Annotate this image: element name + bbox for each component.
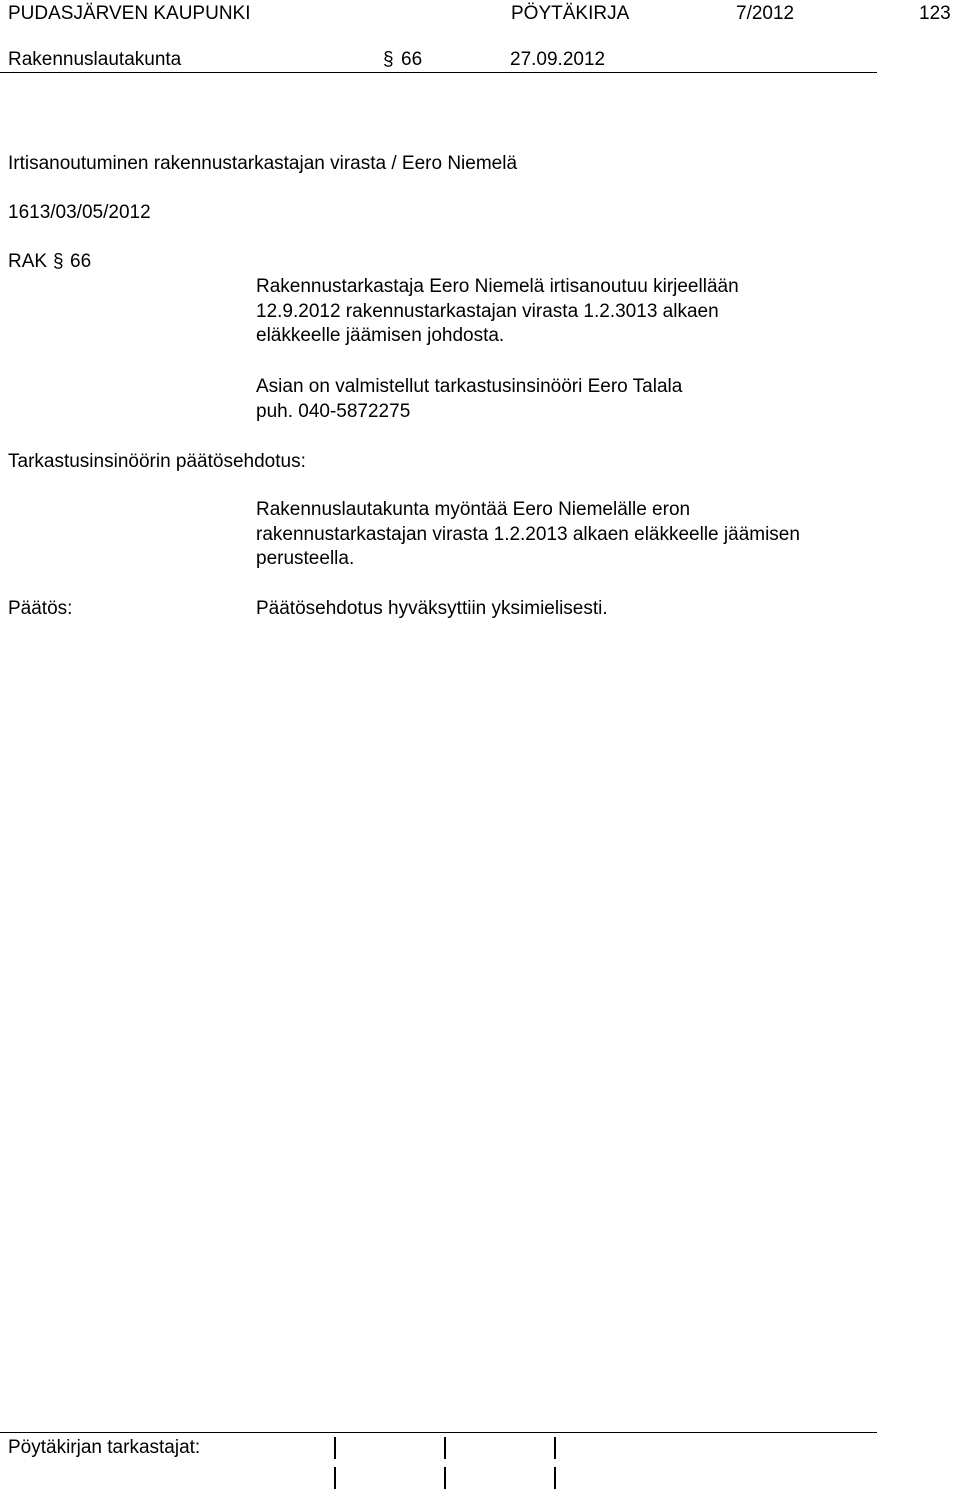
committee-name: Rakennuslautakunta xyxy=(8,49,182,70)
rak-section-mark: § xyxy=(53,251,64,272)
signature-divider xyxy=(444,1467,446,1489)
proposal-label: Tarkastusinsinöörin päätösehdotus: xyxy=(8,451,306,472)
organization-name: PUDASJÄRVEN KAUPUNKI xyxy=(8,3,251,24)
document-number: 7/2012 xyxy=(736,3,795,24)
signature-divider xyxy=(554,1467,556,1489)
rak-prefix: RAK xyxy=(8,251,48,272)
rak-section-number: 66 xyxy=(70,251,92,272)
signature-divider xyxy=(444,1437,446,1459)
meeting-date: 27.09.2012 xyxy=(510,49,606,70)
signature-divider xyxy=(334,1467,336,1489)
signature-divider xyxy=(554,1437,556,1459)
reviewers-label: Pöytäkirjan tarkastajat: xyxy=(8,1437,201,1458)
page-number: 123 xyxy=(919,3,951,24)
section-number: 66 xyxy=(401,49,423,70)
case-id: 1613/03/05/2012 xyxy=(8,202,151,223)
section-mark: § xyxy=(383,49,394,70)
intro-paragraph: Rakennustarkastaja Eero Niemelä irtisanoutuu kirjeellään 12.9.2012 rakennustarkastajan virasta 1.2.3013 alkaen eläkkeelle jäämisen johdosta. xyxy=(256,276,739,346)
preparer-paragraph: Asian on valmistellut tarkastusinsinööri Eero Talala puh. 040-5872275 xyxy=(256,376,683,422)
signature-divider xyxy=(334,1437,336,1459)
page-title: Irtisanoutuminen rakennustarkastajan virasta / Eero Niemelä xyxy=(8,153,518,174)
document-type: PÖYTÄKIRJA xyxy=(511,3,630,24)
decision-label: Päätös: xyxy=(8,598,73,619)
header-rule xyxy=(0,72,877,73)
proposal-paragraph: Rakennuslautakunta myöntää Eero Niemelälle eron rakennustarkastajan virasta 1.2.2013 alkaen eläkkeelle jäämisen perusteella. xyxy=(256,499,800,569)
footer-rule xyxy=(0,1432,877,1433)
decision-text: Päätösehdotus hyväksyttiin yksimielisesti. xyxy=(256,598,608,619)
